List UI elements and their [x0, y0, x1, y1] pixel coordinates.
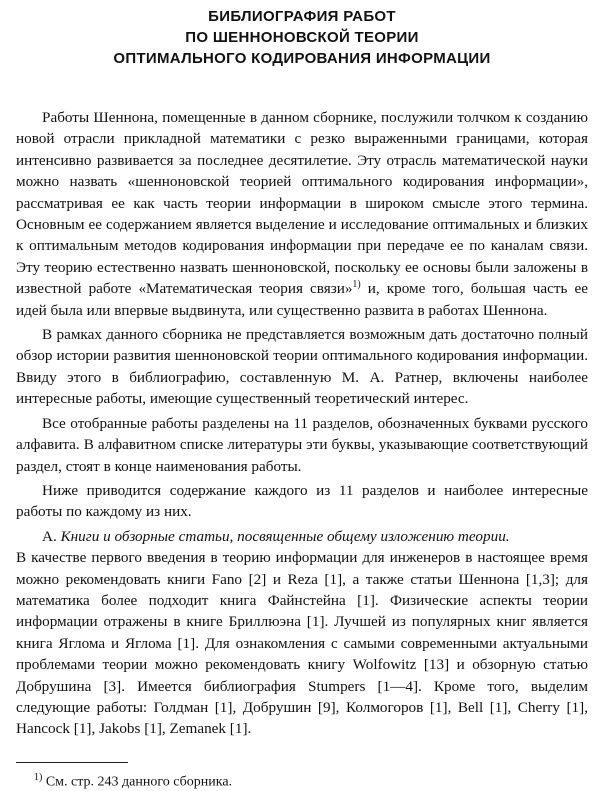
footnote-text: См. стр. 243 данного сборника.: [42, 774, 233, 790]
paragraph-contents: Ниже приводится содержание каждого из 11 разделов и наиболее интересные работы по каждому из них.: [16, 481, 588, 521]
bibliography-heading: [16, 6, 588, 69]
heading-line-1: БИБЛИОГРАФИЯ РАБОТ: [208, 8, 396, 25]
heading-line-2: ПО ШЕННОНОВСКОЙ ТЕОРИИ: [185, 29, 419, 46]
paragraph-intro: [16, 107, 588, 321]
footnote: [16, 769, 588, 791]
section-a-title: Книги и обзорные статьи, посвященные общему изложению теории.: [60, 527, 510, 545]
paragraph-sections: Все отобранные работы разделены на 11 разделов, обозначенных буквами русского алфавита. В алфавитном списке литературы эти буквы, указывающие соответствующий раздел, стоят в конце наименования работы.: [16, 414, 588, 475]
paragraph-scope: В рамках данного сборника не представляется возможным дать достаточно полный обзор истории развития шенноновской теории оптимального кодирования информации. Ввиду этого в библиографию, составленную М. А. Ратнер, включены наиболее интересные работы, имеющие существенный теоретический интерес.: [16, 326, 588, 408]
section-a-text: В качестве первого введения в теорию информации для инженеров в настоящее время можно рекомендовать книги Fano [2] и Reza [1], а также статьи Шеннона [1,3]; для математика более подходит книга Файнстейна [1]. Физические аспекты теории информации отражены в книге Бриллюэна [1]. Лучшей из популярных книг является книга Яглома и Яглома [1]. Для ознакомления с самыми современными актуальными проблемами теории можно рекомендовать книгу Wolfowitz [13] и обзорную статью Добрушина [3]. Имеется библиография Stumpers [1—4]. Кроме того, выделим следующие работы: Голдман [1], Добрушин [9], Колмогоров [1], Bell [1], Cherry [1], Hancock [1], Jakobs [1], Zemanek [1].: [16, 549, 588, 738]
paragraph-intro-text: Работы Шеннона, помещенные в данном сборнике, послужили толчком к созданию новой отрасли прикладной математики с резко выраженными границами, которая интенсивно развивается за последнее десятилетие. Эту отрасль математической науки можно назвать «шенноновской теорией оптимального кодирования информации», рассматривая ее как часть теории информации в широком смысле этого термина. Основным ее содержанием является выделение и исследование оптимальных и близких к оптимальным методов кодирования информации при передаче ее по каналам связи. Эту теорию естественно назвать шенноновской, поскольку ее основы были заложены в известной работе «Математическая теория связи»: [16, 109, 588, 298]
section-a-lead: [16, 526, 588, 547]
section-a: [16, 526, 588, 740]
heading-line-3: ОПТИМАЛЬНОГО КОДИРОВАНИЯ ИНФОРМАЦИИ: [113, 50, 491, 67]
section-a-letter: А.: [42, 527, 57, 545]
paragraph-intro-tail: и, кроме того, большая часть ее идей была или впервые выдвинута, или существенно развита в работах Шеннона.: [16, 280, 588, 319]
footnote-mark: 1): [34, 771, 43, 783]
footnote-divider: [16, 762, 128, 763]
footnote-reference: 1): [352, 279, 361, 291]
document-body: [16, 107, 588, 791]
document-page: [16, 6, 588, 791]
